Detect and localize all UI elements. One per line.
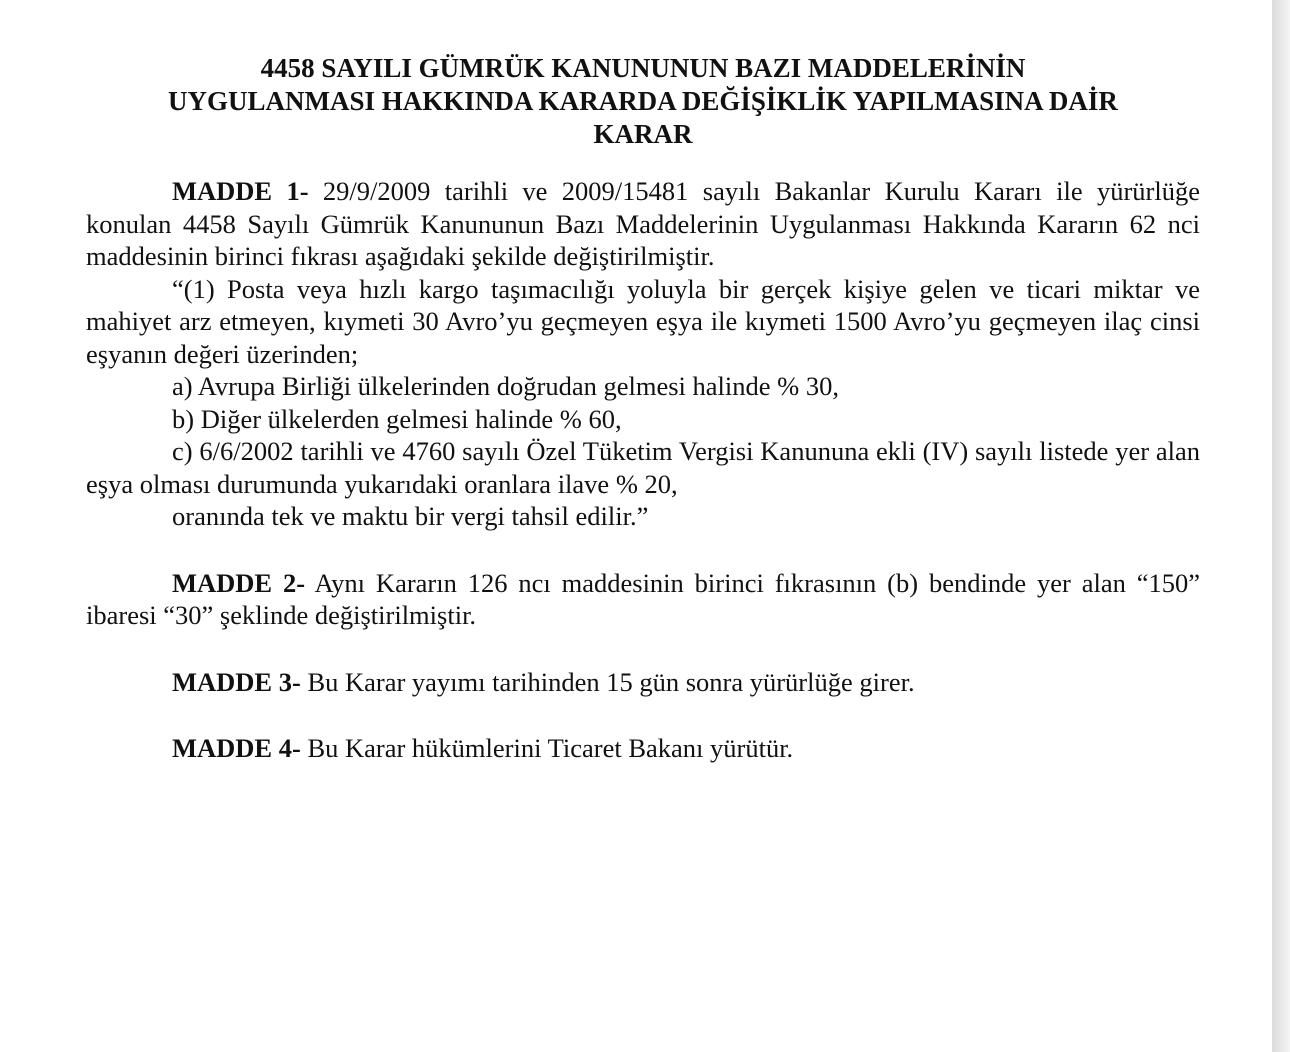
spacer (86, 533, 1200, 567)
quote-item-a: a) Avrupa Birliği ülkelerinden doğrudan gelmesi halinde % 30, (172, 371, 839, 401)
article-2-text: Aynı Kararın 126 ncı maddesinin birinci fıkrasının (b) bendinde yer alan “150” ibaresi “30” şeklinde değiştirilmiştir. (86, 567, 1200, 630)
article-2 (86, 567, 1200, 632)
title-line-2: UYGULANMASI HAKKINDA KARARDA DEĞİŞİKLİK YAPILMASINA DAİR (168, 86, 1118, 116)
article-1-label: MADDE 1- (172, 176, 309, 206)
title-line-1: 4458 SAYILI GÜMRÜK KANUNUNUN BAZI MADDELERİNİN (260, 53, 1026, 83)
article-1 (86, 175, 1200, 273)
article-3-label: MADDE 3- (172, 666, 301, 697)
title-line-3: KARAR (593, 119, 693, 149)
quote-item-b: b) Diğer ülkelerden gelmesi halinde % 60, (172, 403, 622, 434)
quote-item-c: c) 6/6/2002 tarihli ve 4760 sayılı Özel Tüketim Vergisi Kanununa ekli (IV) sayılı listede yer alan eşya olması durumunda yukarıdaki oranlara ilave % 20, (86, 436, 1200, 499)
spacer (86, 698, 1200, 732)
article-4 (86, 732, 1200, 765)
article-4-label: MADDE 4- (172, 733, 301, 763)
quote-intro: “(1) Posta veya hızlı kargo taşımacılığı yoluyla bir gerçek kişiye gelen ve ticari miktar ve mahiyet arz etmeyen, kıymeti 30 Avro’yu geçmeyen eşya ile kıymeti 1500 Avro’yu geçmeyen ilaç cinsi eşyanın değeri üzerinden; (86, 273, 1200, 369)
spacer (86, 632, 1200, 666)
document-title (86, 52, 1200, 151)
article-2-label: MADDE 2- (172, 567, 306, 598)
article-1-text: 29/9/2009 tarihli ve 2009/15481 sayılı Bakanlar Kurulu Kararı ile yürürlüğe konulan 4458 Sayılı Gümrük Kanununun Bazı Maddelerinin Uygulanması Hakkında Kararın 62 nci maddesinin birinci fıkrası aşağıdaki şekilde değiştirilmiştir. (86, 176, 1200, 271)
document-body (86, 52, 1200, 765)
article-3 (86, 666, 1200, 699)
article-3-text: Bu Karar yayımı tarihinden 15 gün sonra yürürlüğe girer. (300, 666, 915, 697)
article-4-text: Bu Karar hükümlerini Ticaret Bakanı yürütür. (300, 733, 794, 763)
quote-closing: oranında tek ve maktu bir vergi tahsil edilir.” (172, 501, 649, 531)
page-edge-shadow (1272, 0, 1290, 1052)
